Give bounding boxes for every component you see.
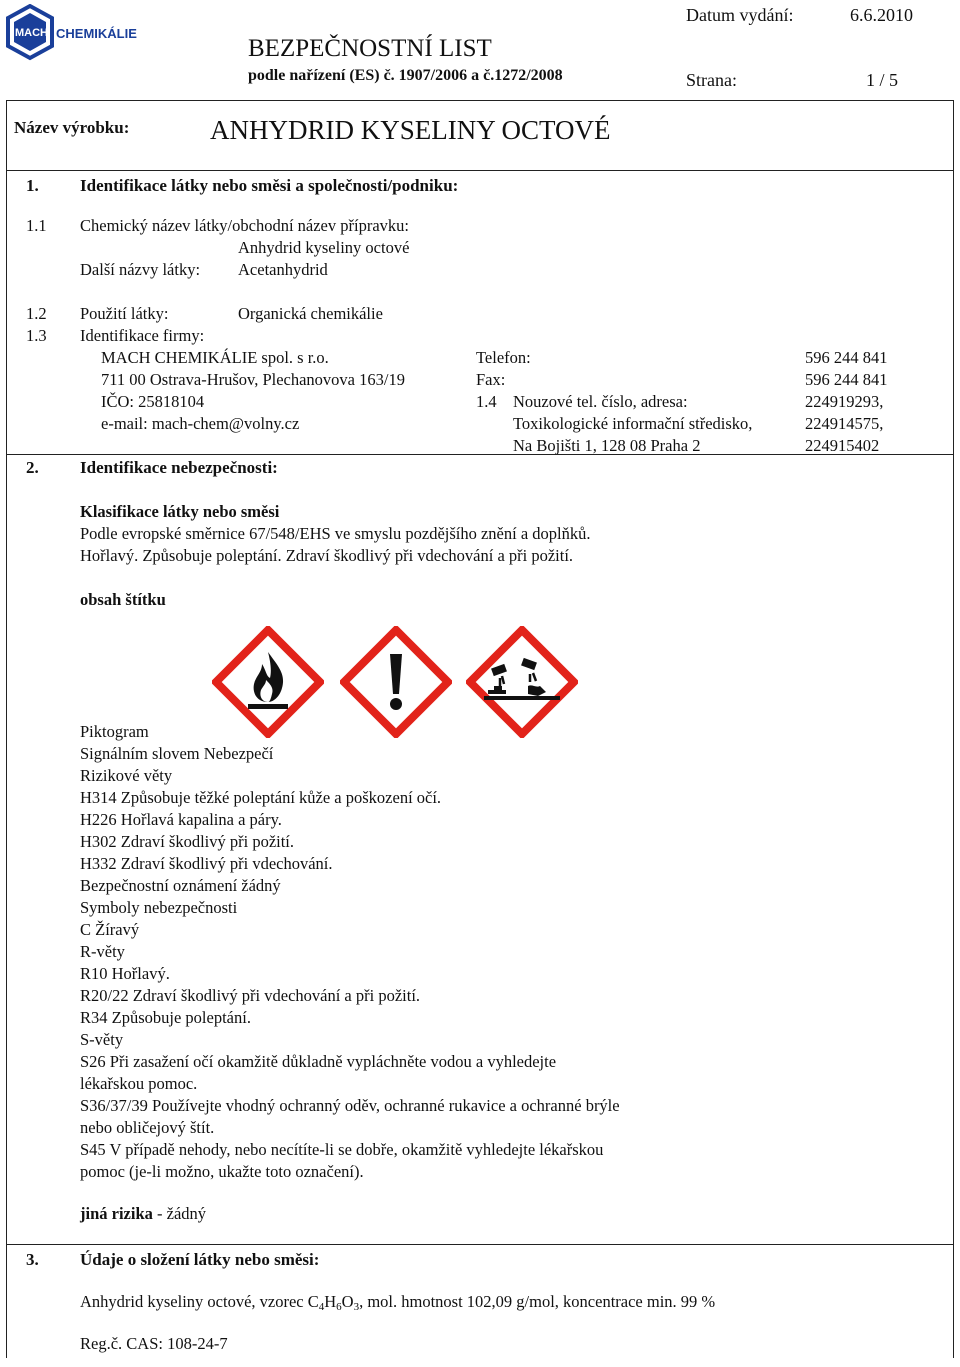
logo-chemikalie-text: CHEMIKÁLIE <box>56 26 137 41</box>
label-line: R34 Způsobuje poleptání. <box>80 1008 251 1027</box>
label-line: Piktogram <box>80 722 149 741</box>
logo-mach-text: MACH <box>15 27 48 39</box>
label-line: Rizikové věty <box>80 766 173 785</box>
s14-label: Nouzové tel. číslo, adresa: <box>513 392 688 411</box>
issue-date-label: Datum vydání: <box>686 5 794 25</box>
label-line: H314 Způsobuje těžké poleptání kůže a poškození očí. <box>80 788 442 807</box>
section2-title: Identifikace nebezpečnosti: <box>80 458 278 477</box>
section3-title: Údaje o složení látky nebo směsi: <box>80 1250 320 1269</box>
classification-line: Podle evropské směrnice 67/548/EHS ve smyslu pozdějšího znění a doplňků. <box>80 524 591 543</box>
s12-value: Organická chemikálie <box>238 304 383 323</box>
phone-value: 596 244 841 <box>805 348 888 367</box>
company-address: 711 00 Ostrava-Hrušov, Plechanovova 163/19 <box>101 370 405 389</box>
section3-divider <box>6 1244 953 1245</box>
header-divider <box>6 100 953 101</box>
s14-phone-2: 224914575, <box>805 414 884 433</box>
s14-phone-1: 224919293, <box>805 392 884 411</box>
document-title: BEZPEČNOSTNÍ LIST <box>248 35 492 62</box>
right-border <box>953 100 954 1358</box>
company-name: MACH CHEMIKÁLIE spol. s r.o. <box>101 348 329 367</box>
label-line: Signálním slovem Nebezpečí <box>80 744 274 763</box>
page-number: 1 / 5 <box>866 70 899 90</box>
s12-number: 1.2 <box>26 304 47 323</box>
section1-title: Identifikace látky nebo směsi a společnosti/podniku: <box>80 176 459 195</box>
classification-heading: Klasifikace látky nebo směsi <box>80 502 280 521</box>
product-name: ANHYDRID KYSELINY OCTOVÉ <box>210 115 611 145</box>
company-ico: IČO: 25818104 <box>101 392 205 411</box>
label-line: S26 Při zasažení očí okamžitě důkladně vypláchněte vodou a vyhledejte <box>80 1052 557 1071</box>
s14-phone-3: 224915402 <box>805 436 880 455</box>
formula-h-letter: H <box>324 1292 337 1311</box>
label-line: R-věty <box>80 942 125 961</box>
classification-line: Hořlavý. Způsobuje poleptání. Zdraví škodlivý při vdechování a při požití. <box>80 546 574 565</box>
label-line: C Žíravý <box>80 920 140 939</box>
label-line: H332 Zdraví škodlivý při vdechování. <box>80 854 333 873</box>
label-line: nebo obličejový štít. <box>80 1118 215 1137</box>
fax-label: Fax: <box>476 370 506 389</box>
phone-label: Telefon: <box>476 348 531 367</box>
product-label: Název výrobku: <box>14 118 130 137</box>
issue-date-value: 6.6.2010 <box>850 5 913 25</box>
other-names-value: Acetanhydrid <box>238 260 328 279</box>
formula-h-count: 6 <box>336 1301 342 1313</box>
label-line: S-věty <box>80 1030 124 1049</box>
label-line: R20/22 Zdraví škodlivý při vdechování a při požití. <box>80 986 421 1005</box>
section2-number: 2. <box>26 458 39 477</box>
other-risks <box>80 1204 206 1224</box>
formula-prefix: Anhydrid kyseliny octové, vzorec C <box>80 1292 319 1311</box>
company-logo <box>4 4 137 62</box>
section3-number: 3. <box>26 1250 39 1269</box>
s11-value: Anhydrid kyseliny octové <box>238 238 410 257</box>
label-line: Symboly nebezpečnosti <box>80 898 238 917</box>
formula-o-count: 3 <box>353 1301 360 1313</box>
label-line: H302 Zdraví škodlivý při požití. <box>80 832 295 851</box>
formula-suffix: , mol. hmotnost 102,09 g/mol, koncentrace min. 99 % <box>359 1292 716 1311</box>
s12-label: Použití látky: <box>80 304 169 323</box>
s11-label: Chemický název látky/obchodní název přípravku: <box>80 216 409 235</box>
flame-icon <box>212 626 324 738</box>
formula-c-count: 4 <box>318 1301 325 1313</box>
other-risks-label: jiná rizika <box>80 1204 153 1223</box>
formula-o-letter: O <box>341 1292 354 1311</box>
composition-line <box>80 1292 715 1312</box>
s11-number: 1.1 <box>26 216 47 235</box>
s13-number: 1.3 <box>26 326 47 345</box>
label-line: R10 Hořlavý. <box>80 964 170 983</box>
label-line: pomoc (je-li možno, ukažte toto označení). <box>80 1162 364 1181</box>
section1-number: 1. <box>26 176 39 195</box>
label-line: H226 Hořlavá kapalina a páry. <box>80 810 282 829</box>
page-label: Strana: <box>686 70 737 90</box>
label-line: S45 V případě nehody, nebo necítíte-li se dobře, okamžitě vyhledejte lékařskou <box>80 1140 604 1159</box>
company-email: e-mail: mach-chem@volny.cz <box>101 414 300 433</box>
s14-center: Toxikologické informační středisko, <box>513 414 753 433</box>
left-border <box>6 100 7 1358</box>
s13-label: Identifikace firmy: <box>80 326 205 345</box>
section2-divider <box>6 454 953 455</box>
cas-number: Reg.č. CAS: 108-24-7 <box>80 1334 228 1353</box>
other-risks-value: - žádný <box>152 1204 207 1223</box>
product-divider <box>6 170 953 171</box>
other-names-label: Další názvy látky: <box>80 260 201 279</box>
label-heading: obsah štítku <box>80 590 166 609</box>
regulation-subtitle: podle nařízení (ES) č. 1907/2006 a č.1272/2008 <box>248 67 563 84</box>
exclamation-icon <box>340 626 452 738</box>
label-line: Bezpečnostní oznámení žádný <box>80 876 281 895</box>
s14-number: 1.4 <box>476 392 497 411</box>
label-line: lékařskou pomoc. <box>80 1074 198 1093</box>
s14-address: Na Bojišti 1, 128 08 Praha 2 <box>513 436 701 455</box>
fax-value: 596 244 841 <box>805 370 888 389</box>
label-line: S36/37/39 Používejte vhodný ochranný oděv, ochranné rukavice a ochranné brýle <box>80 1096 620 1115</box>
corrosion-icon <box>466 626 578 738</box>
